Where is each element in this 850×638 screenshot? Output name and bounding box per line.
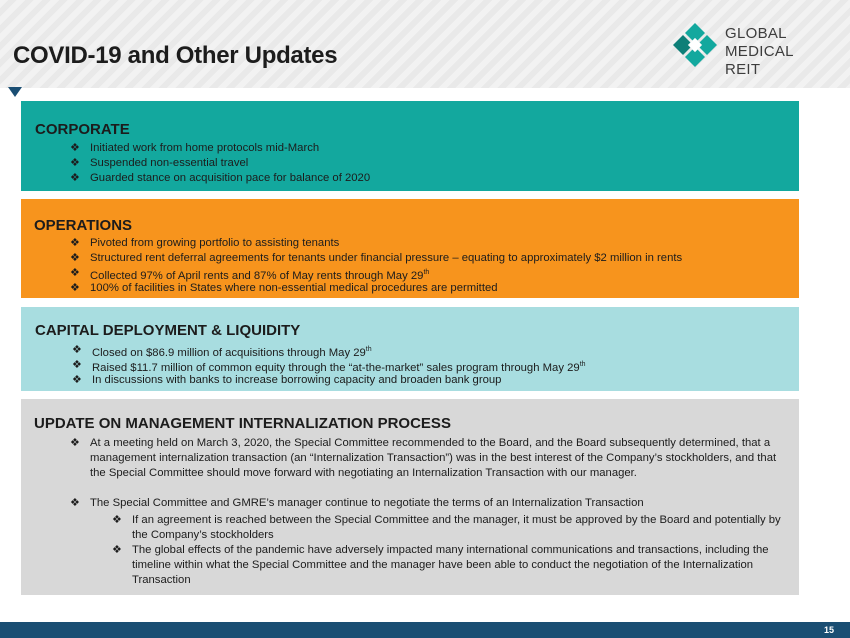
corporate-title: CORPORATE bbox=[35, 121, 130, 138]
diamond-dots-icon: ❖ bbox=[72, 374, 82, 386]
diamond-dots-icon: ❖ bbox=[70, 267, 80, 279]
operations-title: OPERATIONS bbox=[34, 217, 133, 234]
diamond-dots-icon: ❖ bbox=[70, 157, 80, 169]
diamond-dots-icon: ❖ bbox=[70, 437, 80, 449]
diamond-dots-icon: ❖ bbox=[70, 237, 80, 249]
corporate-section bbox=[21, 101, 799, 191]
diamond-dots-icon: ❖ bbox=[70, 172, 80, 184]
diamond-dots-icon: ❖ bbox=[70, 282, 80, 294]
list-item: ❖ Closed on $86.9 million of acquisitions through May 29th bbox=[72, 344, 372, 359]
diamond-dots-icon: ❖ bbox=[70, 497, 80, 509]
company-logo bbox=[671, 21, 831, 78]
list-item: ❖ The Special Committee and GMRE’s manager continue to negotiate the terms of an Internalization Transaction bbox=[70, 497, 644, 509]
list-item: ❖ At a meeting held on March 3, 2020, the Special Committee recommended to the Board, and the Board subsequently determined, that a management internalization transaction (an “Internalization Transaction”) was in the best interest of the Company’s stockholders, and that the Special Committee should move forward with negotiating an Internalization Transaction with our manager. bbox=[70, 437, 777, 479]
page-number: 15 bbox=[823, 625, 834, 635]
internalization-section bbox=[21, 399, 799, 595]
diamond-dots-icon: ❖ bbox=[70, 142, 80, 154]
footer-bar bbox=[0, 622, 850, 638]
list-item: ❖ Guarded stance on acquisition pace for balance of 2020 bbox=[70, 172, 371, 184]
cross-logo-icon bbox=[671, 21, 719, 69]
diamond-dots-icon: ❖ bbox=[70, 252, 80, 264]
capital-title: CAPITAL DEPLOYMENT & LIQUIDITY bbox=[35, 322, 301, 339]
logo-text bbox=[725, 25, 831, 79]
diamond-dots-icon: ❖ bbox=[72, 359, 82, 371]
title-pointer bbox=[8, 87, 22, 97]
list-item: ❖ Initiated work from home protocols mid-March bbox=[70, 142, 320, 154]
list-item: ❖ Collected 97% of April rents and 87% of May rents through May 29th bbox=[70, 267, 430, 282]
capital-section bbox=[21, 307, 799, 391]
list-item: ❖ In discussions with banks to increase borrowing capacity and broaden bank group bbox=[72, 374, 502, 386]
list-item: ❖ Pivoted from growing portfolio to assisting tenants bbox=[70, 237, 340, 249]
diamond-dots-icon: ❖ bbox=[72, 344, 82, 356]
sub-list-item: ❖ The global effects of the pandemic have adversely impacted many international communications and transactions, including the timeline within what the Special Committee and the manager have been able to conduct the negotiation of the Internalization Transaction bbox=[112, 544, 769, 586]
diamond-dots-icon: ❖ bbox=[112, 514, 122, 526]
logo-line-1: GLOBAL bbox=[725, 25, 787, 42]
operations-section bbox=[21, 199, 799, 298]
list-item: ❖ 100% of facilities in States where non-essential medical procedures are permitted bbox=[70, 282, 498, 294]
sub-list-item: ❖ If an agreement is reached between the Special Committee and the manager, it must be approved by the Board and potentially by the Company’s stockholders bbox=[112, 514, 781, 541]
logo-line-2: MEDICAL REIT bbox=[725, 43, 794, 78]
page-title: COVID-19 and Other Updates bbox=[13, 42, 338, 69]
diamond-dots-icon: ❖ bbox=[112, 544, 122, 556]
update-title: UPDATE ON MANAGEMENT INTERNALIZATION PROCESS bbox=[34, 415, 451, 432]
list-item: ❖ Structured rent deferral agreements for tenants under financial pressure – equating to approximately $2 million in rents bbox=[70, 252, 683, 264]
list-item: ❖ Suspended non-essential travel bbox=[70, 157, 249, 169]
list-item: ❖ Raised $11.7 million of common equity through the “at-the-market” sales program through May 29th bbox=[72, 359, 586, 374]
